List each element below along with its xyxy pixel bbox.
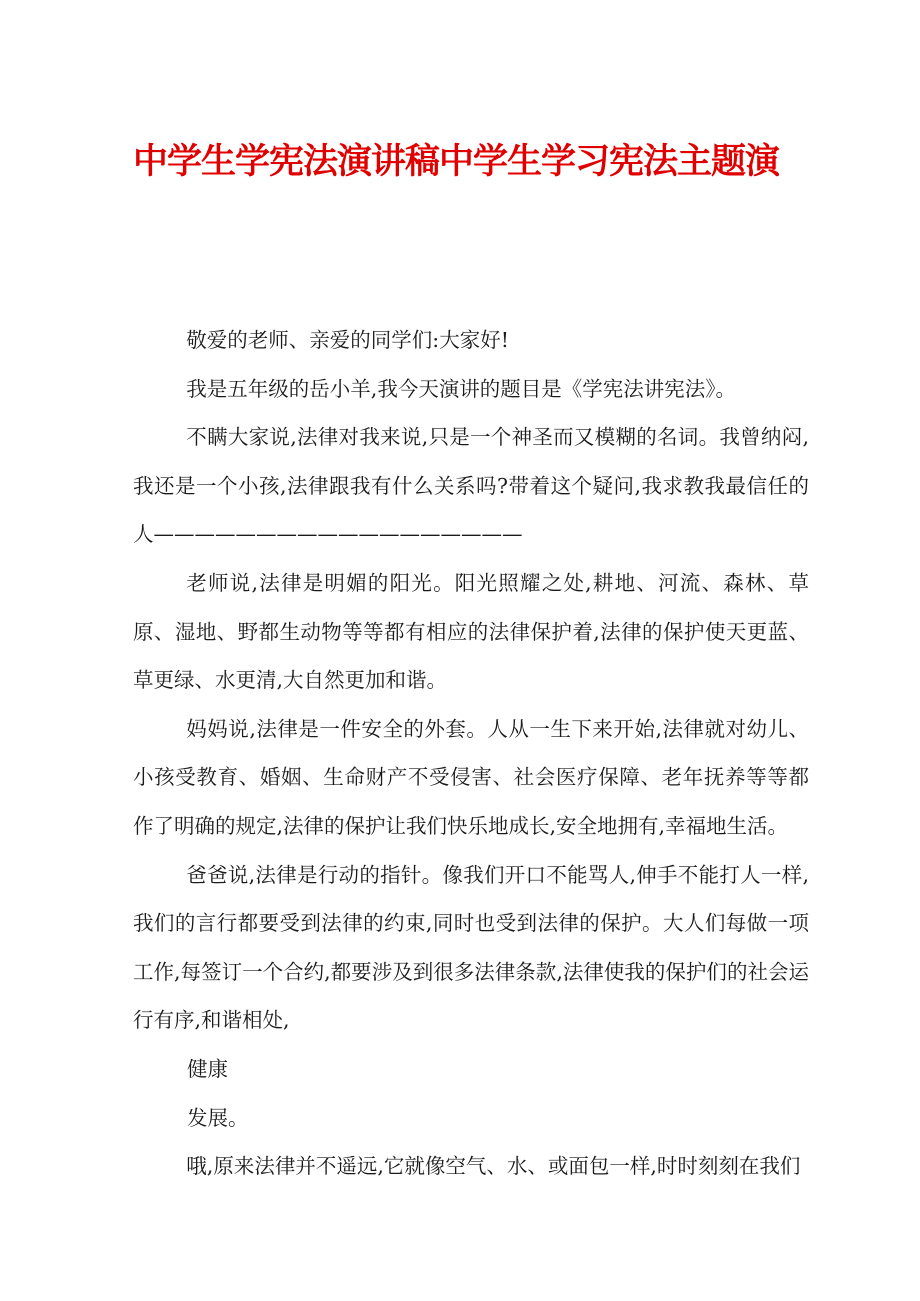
paragraph-greeting: 敬爱的老师、亲爱的同学们:大家好! [186, 328, 509, 352]
paragraph-health: 健康 [187, 1056, 228, 1081]
paragraph-teacher: 老师说,法律是明媚的阳光。阳光照耀之处,耕地、河流、森林、草原、湿地、野都生动物等等都有相应的法律保护着,法律的保护使天更蓝、草更绿、水更清,大自然更加和谐。 [133, 570, 809, 693]
paragraph-father: 爸爸说,法律是行动的指针。像我们开口不能骂人,伸手不能打人一样,我们的言行都要受到法律的约束,同时也受到法律的保护。大人们每做一项工作,每签订一个合约,都要涉及到很多法律条款,法律使我的保护们的社会运行有序,和谐相处, [133, 862, 809, 1033]
paragraph-intro: 我是五年级的岳小羊,我今天演讲的题目是《学宪法讲宪法》。 [186, 376, 737, 401]
paragraph-development: 发展。 [187, 1105, 249, 1130]
document-title: 中学生学宪法演讲稿中学生学习宪法主题演 [133, 142, 780, 182]
paragraph-mother: 妈妈说,法律是一件安全的外套。人从一生下来开始,法律就对幼儿、小孩受教育、婚姻、生命财产不受侵害、社会医疗保障、老年抚养等等都作了明确的规定,法律的保护让我们快乐地成长,安全地拥有,幸福地生活。 [133, 716, 809, 838]
paragraph-conclusion: 哦,原来法律并不遥远,它就像空气、水、或面包一样,时时刻刻在我们 [186, 1154, 801, 1179]
document-body [133, 316, 809, 1191]
paragraph-question: 不瞒大家说,法律对我来说,只是一个神圣而又模糊的名词。我曾纳闷,我还是一个小孩,法律跟我有什么关系吗?带着这个疑问,我求教我最信任的人—————————————————— [133, 425, 809, 547]
